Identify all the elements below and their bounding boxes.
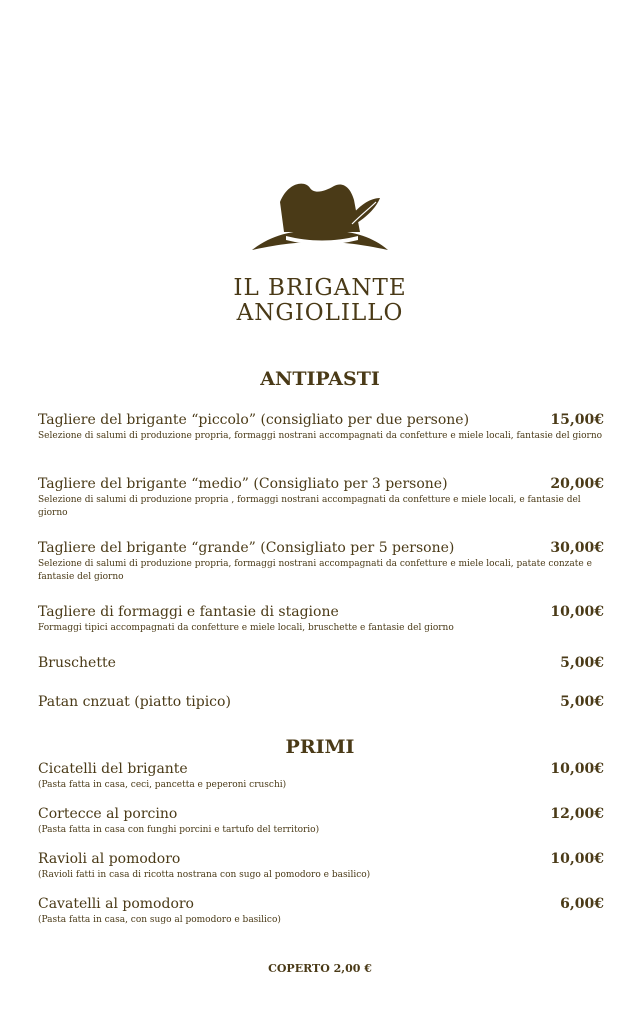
item-name: Patan cnzuat (piatto tipico) <box>38 694 231 710</box>
item-description: (Pasta fatta in casa con funghi porcini e tartufo del territorio) <box>38 825 320 835</box>
item-price: 10,00€ <box>550 761 604 777</box>
item-price: 10,00€ <box>550 604 604 620</box>
item-price: 12,00€ <box>550 806 604 822</box>
item-name: Bruschette <box>38 655 116 671</box>
item-price: 5,00€ <box>560 655 604 671</box>
item-description: Formaggi tipici accompagnati da confetture e miele locali, bruschette e fantasie del giorno <box>38 623 454 633</box>
menu-item <box>38 761 604 792</box>
menu-item <box>38 851 604 882</box>
item-price: 30,00€ <box>550 540 604 556</box>
item-name: Tagliere del brigante “medio” (Consigliato per 3 persone) <box>38 476 448 492</box>
item-price: 5,00€ <box>560 694 604 710</box>
hat-with-feather-icon <box>250 180 390 262</box>
menu-item <box>38 694 604 710</box>
item-price: 20,00€ <box>550 476 604 492</box>
item-description: (Ravioli fatti in casa di ricotta nostrana con sugo al pomodoro e basilico) <box>38 870 371 880</box>
item-description: (Pasta fatta in casa, con sugo al pomodoro e basilico) <box>38 915 281 925</box>
section-title-antipasti: ANTIPASTI <box>260 368 380 390</box>
menu-item <box>38 896 604 927</box>
cover-charge: COPERTO 2,00 € <box>268 962 372 975</box>
item-description: Selezione di salumi di produzione propria , formaggi nostrani accompagnati da confetture e miele locali, e fantasie del giorno <box>38 495 581 518</box>
menu-item <box>38 540 604 584</box>
item-price: 6,00€ <box>560 896 604 912</box>
item-description: Selezione di salumi di produzione propria, formaggi nostrani accompagnati da confetture e miele locali, patate conzate e fantasie del giorno <box>38 559 592 582</box>
restaurant-logo <box>0 180 640 326</box>
menu-item <box>38 655 604 671</box>
menu-item <box>38 412 604 443</box>
item-name: Ravioli al pomodoro <box>38 851 181 867</box>
item-description: (Pasta fatta in casa, ceci, pancetta e peperoni cruschi) <box>38 780 287 790</box>
menu-item <box>38 806 604 837</box>
menu-item <box>38 476 604 520</box>
item-name: Tagliere del brigante “piccolo” (consigliato per due persone) <box>38 412 470 428</box>
item-price: 15,00€ <box>550 412 604 428</box>
item-name: Tagliere del brigante “grande” (Consigliato per 5 persone) <box>38 540 455 556</box>
brand-name-line-2: ANGIOLILLO <box>236 300 404 326</box>
section-title-primi: PRIMI <box>285 736 355 758</box>
brand-name-line-1: IL BRIGANTE <box>233 275 407 301</box>
menu-item <box>38 604 604 635</box>
item-name: Cavatelli al pomodoro <box>38 896 194 912</box>
item-description: Selezione di salumi di produzione propria, formaggi nostrani accompagnati da confetture e miele locali, fantasie del giorno <box>38 431 603 441</box>
item-name: Cicatelli del brigante <box>38 761 188 777</box>
item-name: Tagliere di formaggi e fantasie di stagione <box>38 604 339 620</box>
item-price: 10,00€ <box>550 851 604 867</box>
item-name: Cortecce al porcino <box>38 806 178 822</box>
